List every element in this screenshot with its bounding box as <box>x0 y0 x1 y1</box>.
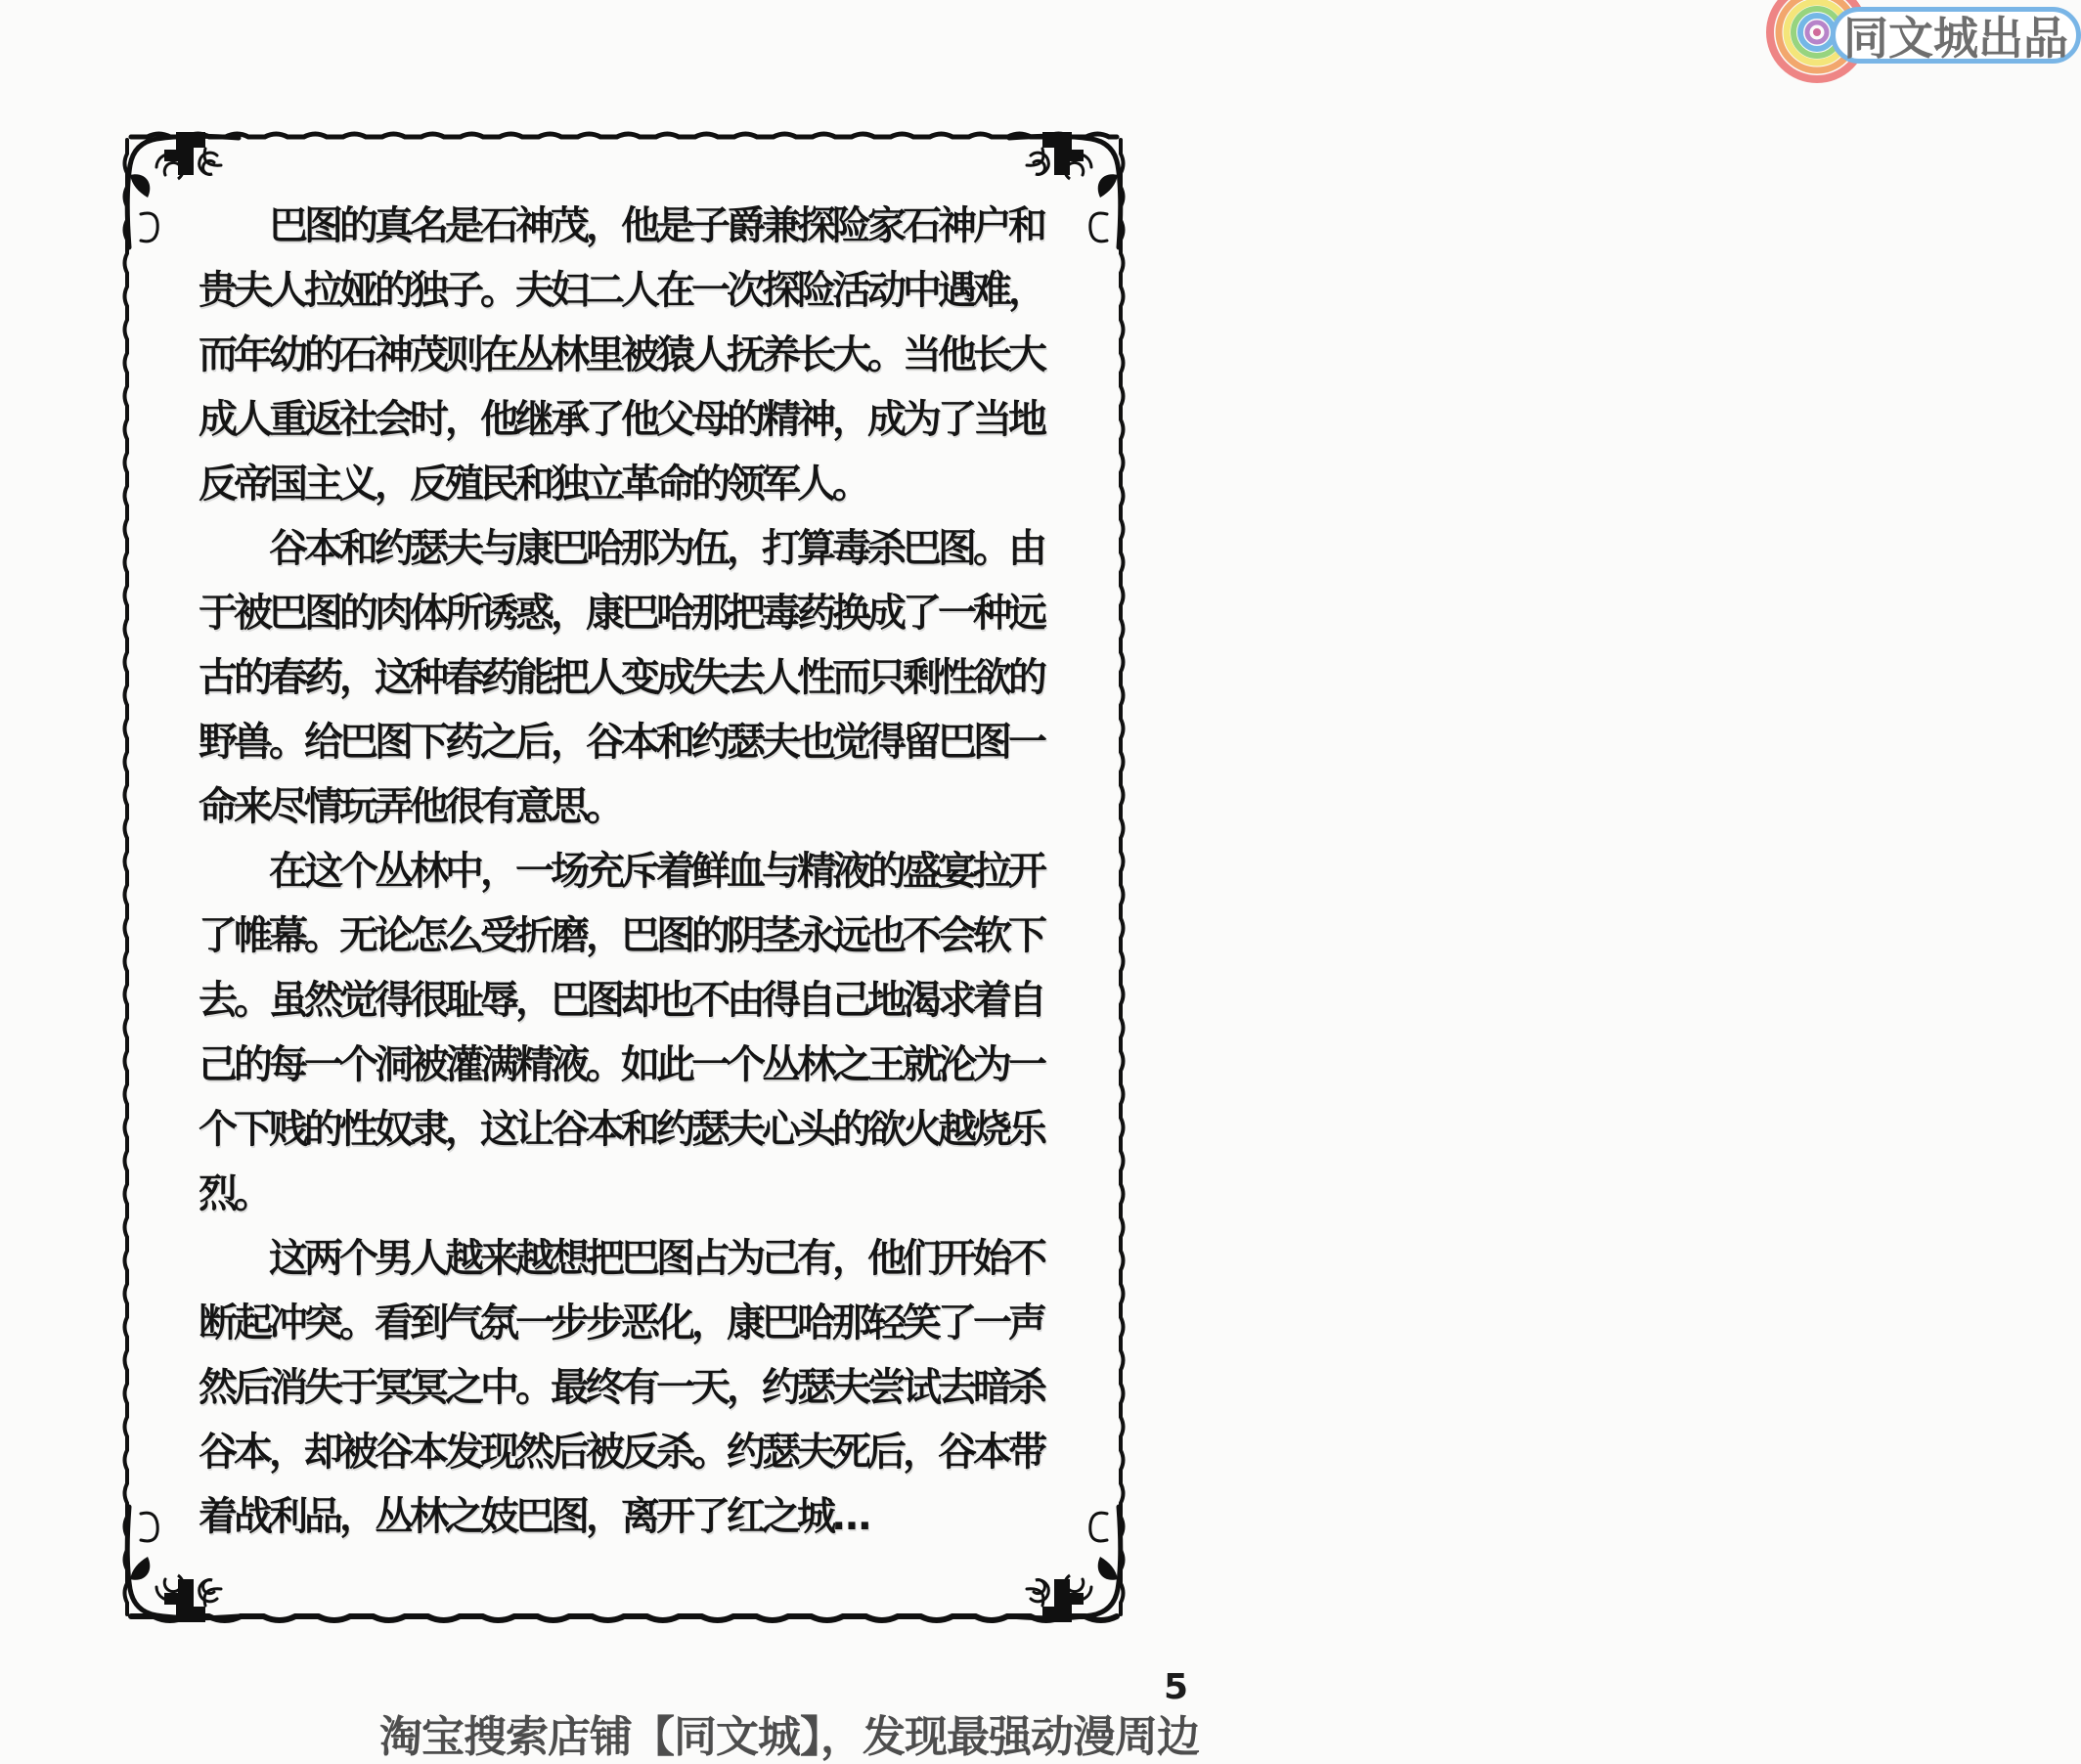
story-line: 个下贱的性奴隶，这让谷本和约瑟夫心头的欲火越烧乐 <box>199 1107 1043 1152</box>
footer-promo-text: 淘宝搜索店铺【同文城】，发现最强动漫周边 <box>379 1712 1199 1762</box>
story-line: 巴图的真名是石神茂，他是子爵兼探险家石神户和 <box>199 203 1043 248</box>
page-number: 5 <box>1164 1667 1189 1707</box>
story-line: 去。虽然觉得很耻辱，巴图却也不由得自己地渴求着自 <box>199 978 1043 1023</box>
publisher-badge <box>1831 7 2081 64</box>
story-line: 贵夫人拉娅的独子。夫妇二人在一次探险活动中遇难， <box>199 268 1043 313</box>
story-line: 谷本和约瑟夫与康巴哈那为伍，打算毒杀巴图。由 <box>199 526 1043 571</box>
story-line: 在这个丛林中，一场充斥着鲜血与精液的盛宴拉开 <box>199 849 1043 894</box>
story-line: 了帷幕。无论怎么受折磨，巴图的阴茎永远也不会软下 <box>199 913 1043 958</box>
story-line: 命来尽情玩弄他很有意思。 <box>199 784 621 829</box>
story-line: 烈。 <box>199 1171 269 1216</box>
story-line: 于被巴图的肉体所诱惑，康巴哈那把毒药换成了一种远 <box>199 591 1043 636</box>
story-line: 而年幼的石神茂则在丛林里被猿人抚养长大。当他长大 <box>199 332 1043 377</box>
story-line: 反帝国主义，反殖民和独立革命的领军人。 <box>199 462 867 507</box>
publisher-badge-label: 同文城出品 <box>1843 12 2068 65</box>
story-line: 然后消失于冥冥之中。最终有一天，约瑟夫尝试去暗杀 <box>199 1365 1043 1410</box>
story-line: 谷本，却被谷本发现然后被反杀。约瑟夫死后，谷本带 <box>199 1430 1043 1475</box>
story-line: 这两个男人越来越想把巴图占为己有，他们开始不 <box>199 1236 1043 1281</box>
story-paragraphs <box>199 194 1051 1549</box>
story-line: 着战利品，丛林之妓巴图，离开了红之城… <box>199 1494 867 1539</box>
story-line: 野兽。给巴图下药之后，谷本和约瑟夫也觉得留巴图一 <box>199 720 1043 765</box>
story-line: 古的春药，这种春药能把人变成失去人性而只剩性欲的 <box>199 655 1043 700</box>
story-line: 己的每一个洞被灌满精液。如此一个丛林之王就沦为一 <box>199 1042 1043 1087</box>
story-line: 断起冲突。看到气氛一步步恶化，康巴哈那轻笑了一声 <box>199 1301 1043 1345</box>
story-line: 成人重返社会时，他继承了他父母的精神，成为了当地 <box>199 397 1043 442</box>
publisher-logo <box>831 0 2068 93</box>
